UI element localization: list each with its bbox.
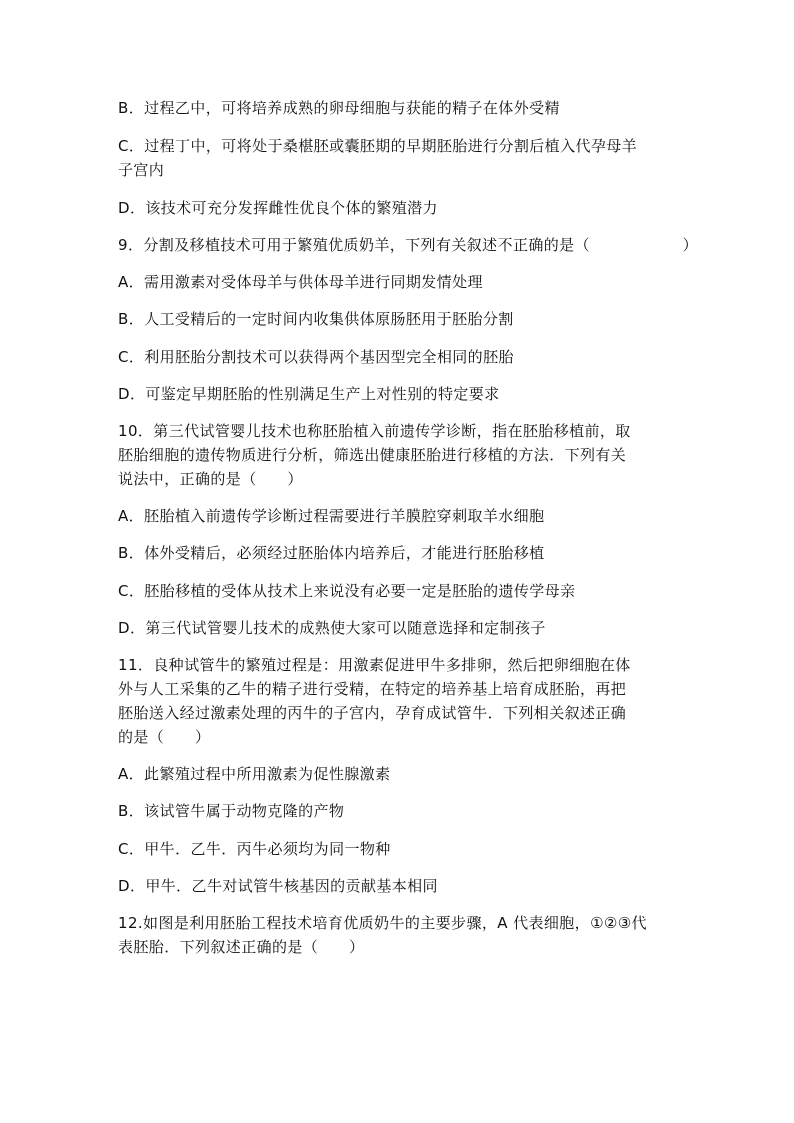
q10-stem-line3: 说法中，正确的是（ ） [118, 470, 303, 488]
q11-option-a: A．此繁殖过程中所用激素为促性腺激素 [118, 765, 391, 783]
q10-stem-line2: 胚胎细胞的遗传物质进行分析，筛选出健康胚胎进行移植的方法．下列有关 [118, 446, 627, 464]
q9-option-c: C．利用胚胎分割技术可以获得两个基因型完全相同的胚胎 [118, 348, 514, 366]
prev-question-option-c-line2: 子宫内 [118, 161, 165, 179]
q9-stem-end: ） [682, 236, 698, 254]
q11-option-d: D．甲牛．乙牛对试管牛核基因的贡献基本相同 [118, 877, 438, 895]
q11-stem-line2: 外与人工采集的乙牛的精子进行受精，在特定的培养基上培育成胚胎，再把 [118, 680, 627, 698]
prev-question-option-c-line1: C．过程丁中，可将处于桑椹胚或囊胚期的早期胚胎进行分割后植入代孕母羊 [118, 137, 638, 155]
q11-stem-line4: 的是（ ） [118, 728, 211, 746]
q10-option-a: A．胚胎植入前遗传学诊断过程需要进行羊膜腔穿刺取羊水细胞 [118, 507, 545, 525]
prev-question-option-d: D．该技术可充分发挥雌性优良个体的繁殖潜力 [118, 199, 438, 217]
q11-option-c: C．甲牛．乙牛．丙牛必须均为同一物种 [118, 840, 391, 858]
q9-option-b: B．人工受精后的一定时间内收集供体原肠胚用于胚胎分割 [118, 310, 514, 328]
prev-question-option-b: B．过程乙中，可将培养成熟的卵母细胞与获能的精子在体外受精 [118, 99, 560, 117]
q9-stem-row [118, 233, 698, 257]
q10-stem-line1: 10．第三代试管婴儿技术也称胚胎植入前遗传学诊断，指在胚胎移植前，取 [118, 422, 631, 440]
q11-option-b: B．该试管牛属于动物克隆的产物 [118, 802, 345, 820]
q9-option-a: A．需用激素对受体母羊与供体母羊进行同期发情处理 [118, 273, 483, 291]
q12-stem-line2: 表胚胎．下列叙述正确的是（ ） [118, 938, 365, 956]
q11-stem-line1: 11．良种试管牛的繁殖过程是：用激素促进甲牛多排卵，然后把卵细胞在体 [118, 656, 631, 674]
q10-option-c: C．胚胎移植的受体从技术上来说没有必要一定是胚胎的遗传学母亲 [118, 582, 576, 600]
q11-stem-line3: 胚胎送入经过激素处理的丙牛的子宫内，孕育成试管牛．下列相关叙述正确 [118, 704, 627, 722]
q10-option-b: B．体外受精后，必须经过胚胎体内培养后，才能进行胚胎移植 [118, 544, 545, 562]
q10-option-d: D．第三代试管婴儿技术的成熟使大家可以随意选择和定制孩子 [118, 619, 546, 637]
q12-stem-line1: 12.如图是利用胚胎工程技术培育优质奶牛的主要步骤，A 代表细胞，①②③代 [118, 914, 648, 932]
q9-stem: 9．分割及移植技术可用于繁殖优质奶羊，下列有关叙述不正确的是（ [118, 236, 590, 254]
q9-option-d: D．可鉴定早期胚胎的性别满足生产上对性别的特定要求 [118, 385, 500, 403]
